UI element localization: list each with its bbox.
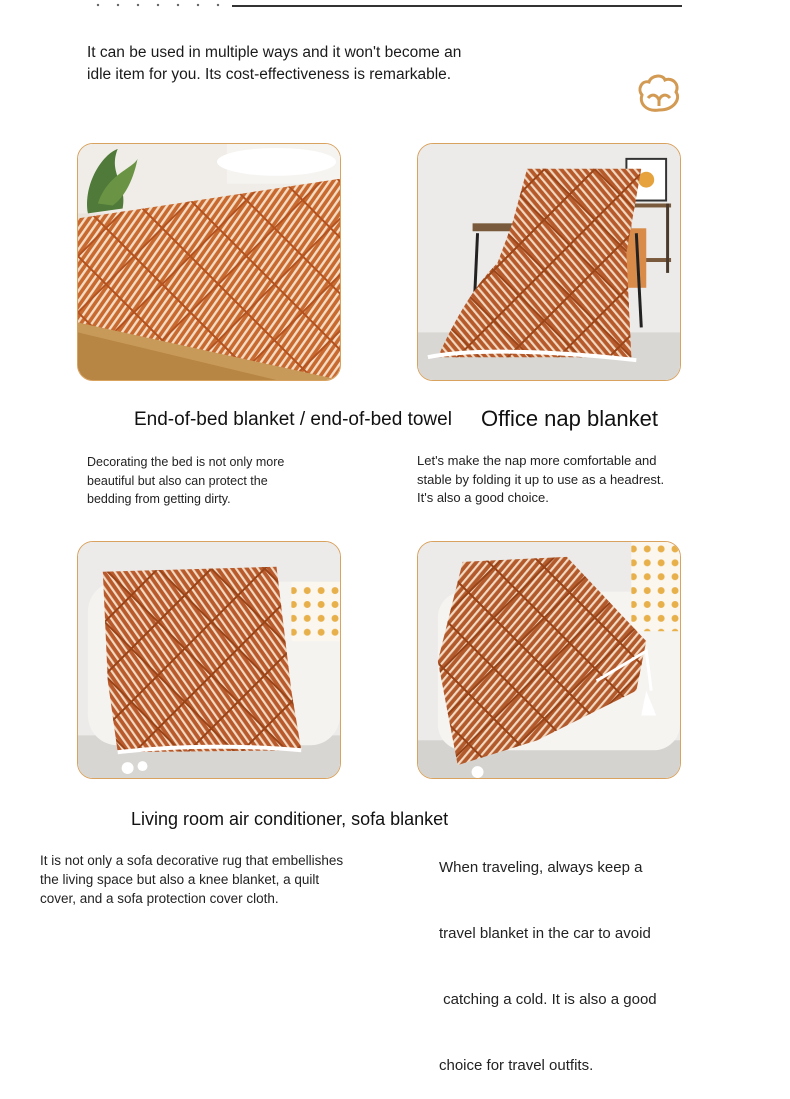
section-desc-bed bbox=[87, 453, 347, 509]
desc-line: cover, and a sofa protection cover cloth. bbox=[40, 891, 279, 906]
desc-line: travel blanket in the car to avoid bbox=[439, 925, 651, 942]
section-title-sofa: Living room air conditioner, sofa blanket bbox=[131, 809, 449, 829]
cotton-flower-icon bbox=[636, 72, 682, 114]
desc-line: Let's make the nap more comfortable and bbox=[417, 453, 657, 468]
section-title-bed: End-of-bed blanket / end-of-bed towel bbox=[134, 409, 452, 430]
top-divider-line bbox=[232, 5, 682, 7]
desc-line: It is not only a sofa decorative rug that embellishes bbox=[40, 853, 344, 868]
desc-line: choice for travel outfits. bbox=[439, 1057, 594, 1074]
photo-end-of-bed-blanket bbox=[77, 143, 341, 381]
desc-line: catching a cold. It is also a good bbox=[439, 991, 657, 1008]
section-title-office: Office nap blanket bbox=[481, 406, 658, 431]
desc-line: Decorating the bed is not only more bbox=[87, 455, 285, 469]
photo-sofa-blanket bbox=[77, 541, 341, 779]
desc-line: stable by folding it up to use as a headrest. bbox=[417, 471, 665, 487]
desc-line: beautiful but also can protect the bbox=[87, 473, 268, 488]
section-desc-office bbox=[417, 452, 717, 508]
desc-line: When traveling, always keep a bbox=[439, 859, 643, 876]
photo-travel-blanket bbox=[417, 541, 681, 779]
dotted-divider bbox=[88, 2, 228, 8]
intro-text bbox=[87, 42, 507, 86]
intro-line-2: idle item for you. Its cost-effectiveness is remarkable. bbox=[87, 66, 452, 83]
desc-line: bedding from getting dirty. bbox=[87, 492, 231, 506]
intro-line-1: It can be used in multiple ways and it won't become an bbox=[87, 44, 462, 61]
section-desc-sofa bbox=[40, 851, 370, 908]
photo-office-nap-blanket bbox=[417, 143, 681, 381]
desc-line: It's also a good choice. bbox=[417, 490, 549, 505]
section-desc-travel bbox=[439, 813, 699, 1099]
desc-line: the living space but also a knee blanket, a quilt bbox=[40, 872, 320, 887]
